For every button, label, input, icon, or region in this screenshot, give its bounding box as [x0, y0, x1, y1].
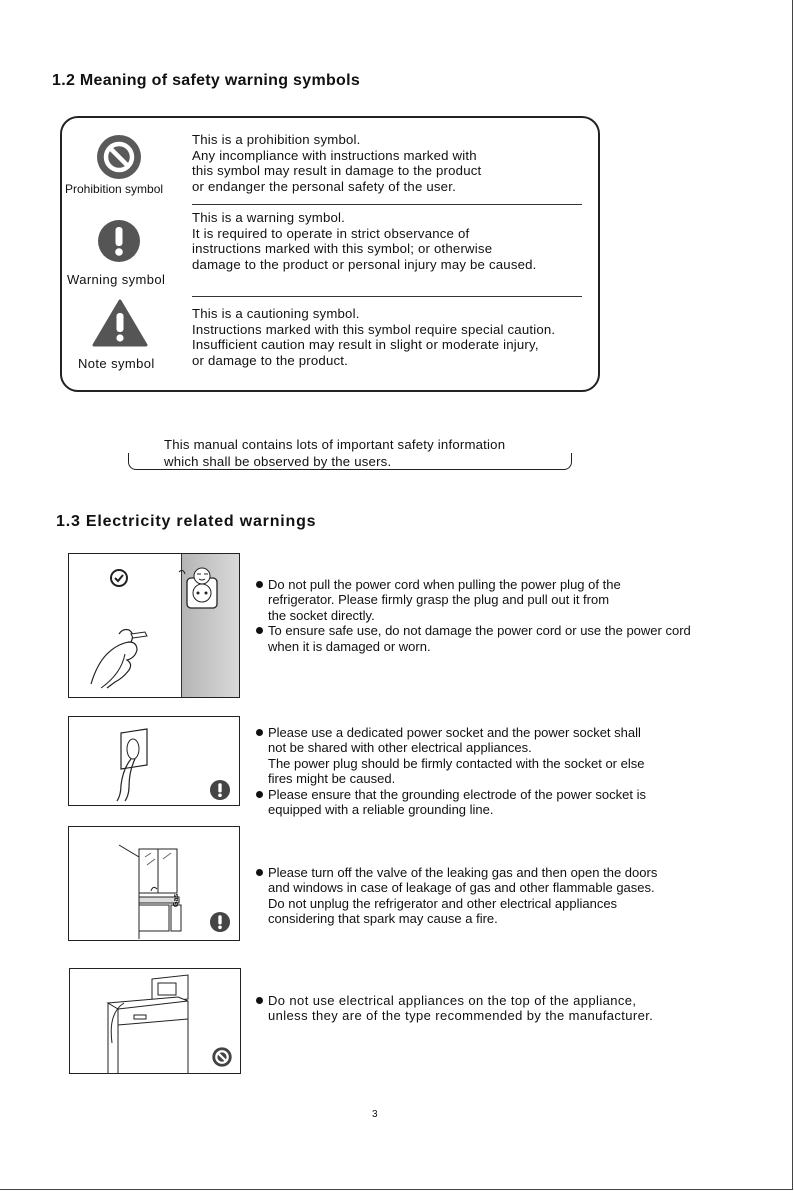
list-item: [256, 865, 657, 927]
prohibition-icon: [94, 132, 144, 182]
notice-underline: [136, 469, 564, 470]
warning-icon: [209, 911, 231, 933]
page-number: 3: [372, 1109, 378, 1120]
fridge-with-microwave-illustration: [98, 973, 198, 1073]
ok-check-icon: [109, 568, 129, 588]
divider: [192, 204, 582, 205]
text-line: To ensure safe use, do not damage the power cord or use the power cord: [268, 623, 691, 639]
text-line: This is a warning symbol.: [192, 210, 346, 225]
text-line: The power plug should be firmly contacted with the socket or else: [268, 755, 645, 771]
hand-holding-plug-illustration: [81, 604, 171, 694]
socket-face-icon: [171, 564, 231, 612]
list-item: [256, 993, 653, 1024]
text-line: damage to the product or personal injury may be caused.: [192, 256, 537, 272]
list-item: [256, 725, 646, 787]
text-line: It is required to operate in strict observance of: [192, 225, 470, 241]
kitchen-window-gas-illustration: [109, 835, 209, 939]
note-symbol-label: Note symbol: [78, 356, 155, 371]
bullet-list-dedicated-socket: [256, 725, 646, 817]
illustration-gas-leak: [68, 826, 240, 941]
text-line: unless they are of the type recommended by the manufacturer.: [268, 1008, 654, 1024]
caution-triangle-icon: [92, 298, 148, 348]
safety-symbols-box: [60, 116, 600, 392]
text-line: instructions marked with this symbol; or otherwise: [192, 241, 493, 257]
warning-description: [192, 210, 537, 272]
prohibition-icon: [211, 1046, 233, 1068]
text-line: Insufficient caution may result in slight or moderate injury,: [192, 337, 539, 353]
bullet-list-gas-leak: [256, 865, 657, 927]
text-line: not be shared with other electrical appliances.: [268, 740, 532, 756]
text-line: Do not unplug the refrigerator and other electrical appliances: [268, 895, 618, 911]
text-line: Instructions marked with this symbol require special caution.: [192, 321, 556, 337]
text-line: Please use a dedicated power socket and the power socket shall: [268, 725, 641, 740]
list-item: [256, 623, 691, 654]
list-item: [256, 787, 646, 818]
text-line: or damage to the product.: [192, 352, 349, 368]
illustration-dedicated-socket: [68, 716, 240, 806]
text-line: and windows in case of leakage of gas and other flammable gases.: [268, 880, 655, 896]
text-line: this symbol may result in damage to the product: [192, 163, 482, 179]
illustration-pull-plug: [68, 553, 240, 698]
bullet-list-pull-plug: [256, 577, 691, 654]
prohibition-symbol-label: Prohibition symbol: [65, 182, 164, 196]
bullet-list-appliance-on-top: [256, 993, 653, 1024]
section-title-electricity-warnings: 1.3 Electricity related warnings: [56, 513, 317, 530]
text-line: Please ensure that the grounding electrode of the power socket is: [268, 786, 646, 802]
text-line: Do not pull the power cord when pulling the power plug of the: [268, 577, 621, 592]
warning-symbol-label: Warning symbol: [67, 272, 166, 287]
text-line: Please turn off the valve of the leaking gas and then open the doors: [268, 865, 658, 880]
text-line: equipped with a reliable grounding line.: [268, 802, 494, 818]
wall-socket-illustration: [109, 725, 169, 803]
illustration-appliance-on-top: [69, 968, 241, 1074]
gas-cylinder-label: Gas: [173, 893, 180, 907]
safety-notice: [128, 437, 572, 471]
text-line: or endanger the personal safety of the user.: [192, 178, 456, 194]
section-title-safety-symbols: 1.2 Meaning of safety warning symbols: [52, 72, 361, 89]
text-line: refrigerator. Please firmly grasp the plug and pull out it from: [268, 592, 610, 608]
prohibition-description: [192, 132, 481, 194]
text-line: when it is damaged or worn.: [268, 638, 431, 654]
notice-line: This manual contains lots of important safety information: [164, 437, 506, 452]
caution-description: [192, 306, 555, 368]
text-line: Do not use electrical appliances on the top of the appliance,: [268, 993, 637, 1008]
text-line: fires might be caused.: [268, 771, 396, 787]
text-line: Any incompliance with instructions marked with: [192, 147, 477, 163]
notice-left-bracket: [128, 453, 137, 470]
text-line: the socket directly.: [268, 607, 375, 623]
text-line: This is a cautioning symbol.: [192, 306, 360, 321]
notice-right-bracket: [563, 453, 572, 470]
divider: [192, 296, 582, 297]
text-line: considering that spark may cause a fire.: [268, 911, 498, 927]
warning-icon: [209, 779, 231, 801]
list-item: [256, 577, 691, 623]
warning-icon: [96, 218, 142, 264]
text-line: This is a prohibition symbol.: [192, 132, 361, 147]
notice-line: which shall be observed by the users.: [164, 454, 392, 469]
